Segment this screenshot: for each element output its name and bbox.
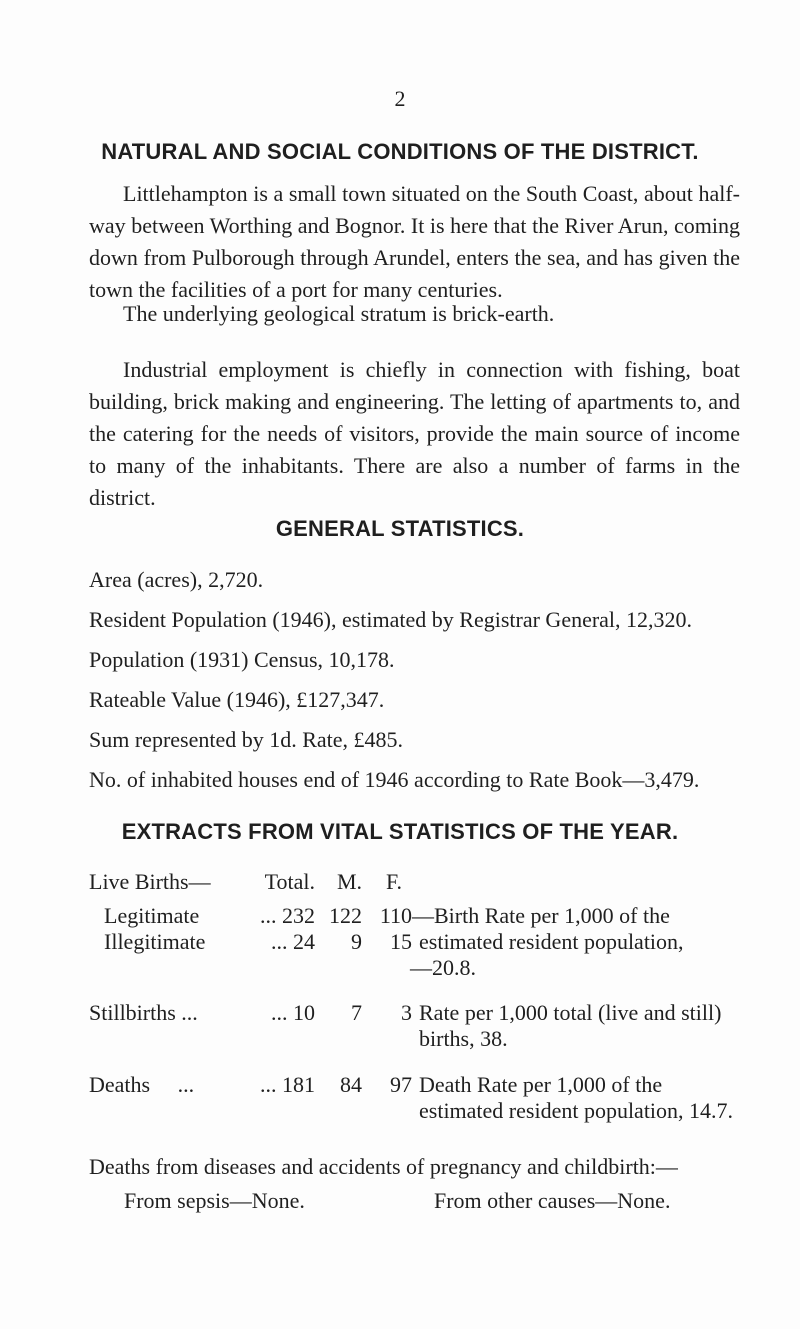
stat-census-population: Population (1931) Census, 10,178. xyxy=(89,647,395,672)
stillbirths-total: ... 10 xyxy=(271,1000,315,1025)
stat-area: Area (acres), 2,720. xyxy=(89,567,264,592)
legitimate-female: 110 xyxy=(379,903,412,928)
illegitimate-female: 15 xyxy=(390,929,412,954)
stat-resident-population: Resident Population (1946), estimated by Registrar General, 12,320. xyxy=(89,607,693,632)
death-rate-note: Death Rate per 1,000 of the estimated resident population, 14.7. xyxy=(419,1072,734,1123)
paragraph-employment: Industrial employment is chiefly in connection with fishing, boat building, brick making and engineering. The letting of apartments to, and the catering for the needs of visitors, provide the main source of income to many of the inhabitants. There are also a number of farms in the district. xyxy=(89,357,740,510)
row-label-illegitimate: Illegitimate xyxy=(104,929,206,954)
deaths-female: 97 xyxy=(390,1072,412,1097)
section-heading-natural-social: NATURAL AND SOCIAL CONDITIONS OF THE DISTRICT. xyxy=(101,139,699,164)
illegitimate-total: ... 24 xyxy=(271,929,315,954)
paragraph-location: Littlehampton is a small town situated on the South Coast, about half-way between Worthing and Bognor. It is here that the River Arun, coming down from Pulborough through Arundel, enters the sea, and has given the town the facilities of a port for many centuries. xyxy=(89,181,740,302)
birth-rate-note-line1: —Birth Rate per 1,000 of the xyxy=(412,903,670,928)
maternal-deaths-line: Deaths from diseases and accidents of pregnancy and childbirth:— xyxy=(89,1154,678,1179)
stat-rateable-value: Rateable Value (1946), £127,347. xyxy=(89,687,385,712)
deaths-total: ... 181 xyxy=(260,1072,315,1097)
live-births-label: Live Births— xyxy=(89,869,211,894)
header-total: Total. xyxy=(264,869,315,894)
stillbirth-rate-note: Rate per 1,000 total (live and still) births, 38. xyxy=(419,1000,722,1051)
stat-penny-rate: Sum represented by 1d. Rate, £485. xyxy=(89,727,404,752)
page-number: 2 xyxy=(394,86,406,111)
maternal-other-causes: From other causes—None. xyxy=(434,1188,671,1213)
paragraph-geology: The underlying geological stratum is brick-earth. xyxy=(123,301,555,326)
section-heading-general-statistics: GENERAL STATISTICS. xyxy=(275,516,525,541)
illegitimate-male: 9 xyxy=(351,929,362,954)
section-heading-vital-statistics: EXTRACTS FROM VITAL STATISTICS OF THE YEAR. xyxy=(121,819,679,844)
legitimate-total: ... 232 xyxy=(260,903,315,928)
header-female: F. xyxy=(386,869,402,894)
stat-inhabited-houses: No. of inhabited houses end of 1946 according to Rate Book—3,479. xyxy=(89,767,700,792)
stillbirths-male: 7 xyxy=(351,1000,362,1025)
row-label-stillbirths: Stillbirths ... xyxy=(89,1000,198,1025)
stillbirths-female: 3 xyxy=(401,1000,412,1025)
legitimate-male: 122 xyxy=(329,903,362,928)
birth-rate-note-line2: estimated resident population, xyxy=(419,929,684,954)
header-male: M. xyxy=(336,869,362,894)
row-label-legitimate: Legitimate xyxy=(104,903,200,928)
birth-rate-value: —20.8. xyxy=(410,955,476,980)
row-label-deaths: Deaths ... xyxy=(89,1072,195,1097)
deaths-male: 84 xyxy=(340,1072,362,1097)
maternal-sepsis: From sepsis—None. xyxy=(124,1188,305,1213)
